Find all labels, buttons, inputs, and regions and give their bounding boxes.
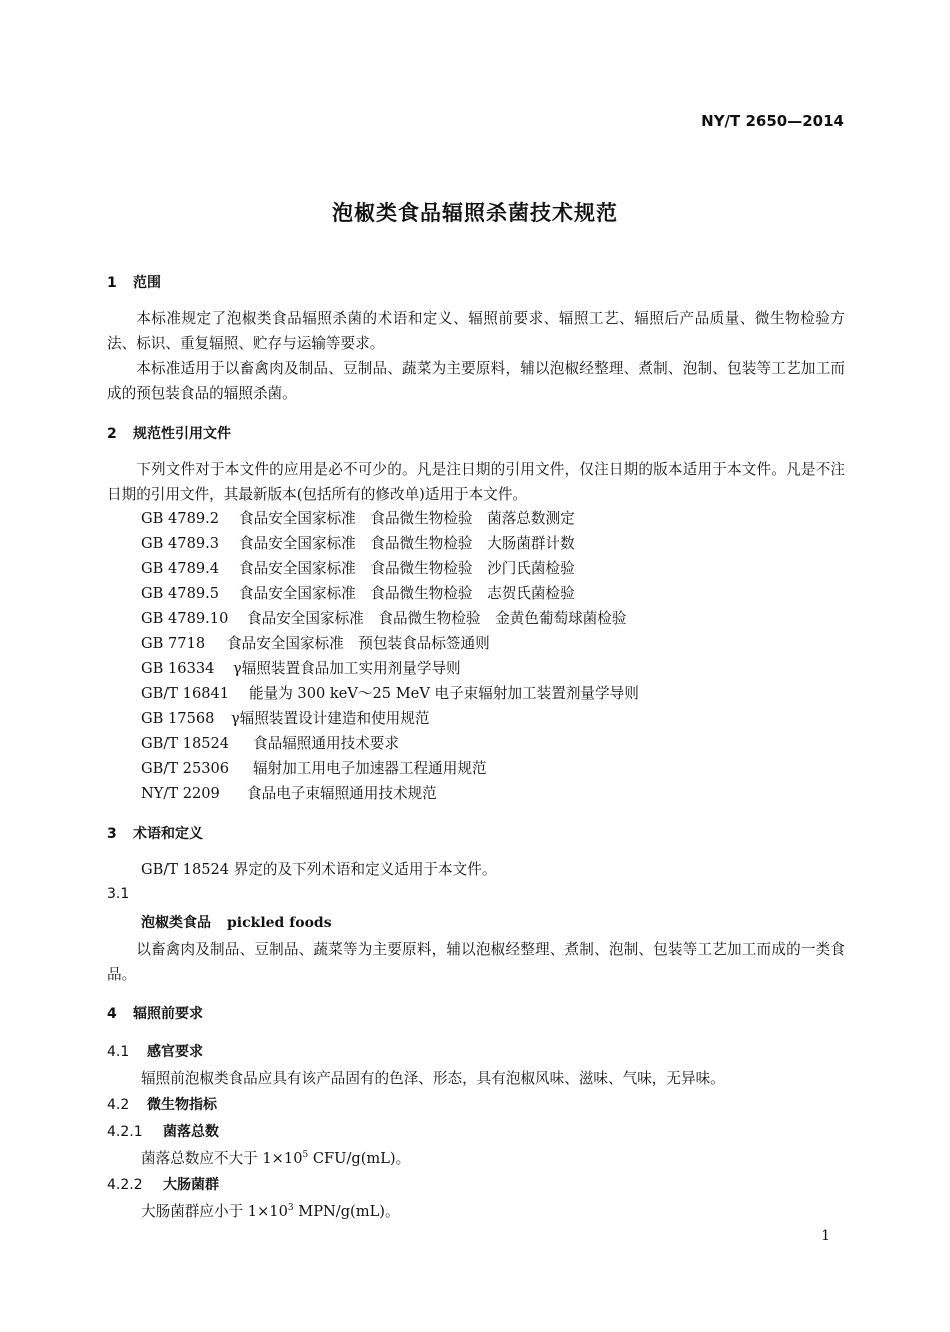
subsection-4-2-heading (107, 1094, 217, 1114)
section-4-heading (107, 1003, 203, 1023)
term-chinese: 泡椒类食品 (141, 915, 211, 931)
terms-intro: GB/T 18524 界定的及下列术语和定义适用于本文件。 (141, 861, 497, 878)
section-3-heading (107, 823, 203, 843)
section-title: 术语和定义 (133, 826, 203, 842)
requirement-unit: MPN/g(mL)。 (293, 1203, 400, 1220)
page-number: 1 (821, 1228, 830, 1244)
requirement-text: 大肠菌群应小于 1×10 (141, 1203, 288, 1220)
subsection-title: 微生物指标 (147, 1097, 217, 1113)
reference-title: 辐射加工用电子加速器工程通用规范 (253, 760, 487, 777)
reference-title: γ辐照装置设计建造和使用规范 (231, 710, 430, 727)
section-title: 规范性引用文件 (133, 426, 231, 442)
requirement-text: 菌落总数应不大于 1×10 (141, 1150, 303, 1167)
sensory-requirement: 辐照前泡椒类食品应具有该产品固有的色泽、形态，具有泡椒风味、滋味、气味，无异味。 (141, 1070, 725, 1087)
section-2-heading (107, 423, 231, 443)
subsection-3-1-number: 3.1 (107, 886, 130, 902)
reference-item (141, 682, 639, 703)
reference-item (141, 607, 626, 628)
reference-code: GB 4789.3 (141, 535, 220, 552)
subsection-number: 4.2.2 (107, 1177, 143, 1193)
section-title: 辐照前要求 (133, 1006, 203, 1022)
reference-code: GB/T 18524 (141, 735, 230, 752)
reference-code: GB 4789.2 (141, 510, 220, 527)
subsection-title: 大肠菌群 (163, 1177, 219, 1193)
section-1-heading (107, 272, 161, 292)
reference-code: GB 16334 (141, 660, 215, 677)
reference-code: NY/T 2209 (141, 785, 220, 802)
section-title: 范围 (133, 275, 161, 291)
reference-code: GB 7718 (141, 635, 206, 652)
reference-code: GB 17568 (141, 710, 215, 727)
subsection-title: 菌落总数 (163, 1124, 219, 1140)
reference-item (141, 707, 429, 728)
reference-item (141, 557, 575, 578)
reference-item (141, 507, 575, 528)
term-english: pickled foods (227, 915, 332, 931)
reference-title: 食品电子束辐照通用技术规范 (247, 785, 437, 802)
reference-code: GB/T 16841 (141, 685, 230, 702)
page-title: 泡椒类食品辐照杀菌技术规范 (332, 201, 618, 225)
reference-item (141, 657, 461, 678)
reference-item (141, 782, 437, 803)
reference-item (141, 632, 490, 653)
reference-title: 食品安全国家标准 食品微生物检验 沙门氏菌检验 (239, 560, 575, 577)
scope-paragraph-2: 本标准适用于以畜禽肉及制品、豆制品、蔬菜为主要原料，辅以泡椒经整理、煮制、泡制、包装等工艺加工而成的预包装食品的辐照杀菌。 (107, 360, 845, 402)
exponent: 5 (302, 1150, 309, 1161)
reference-item (141, 532, 575, 553)
reference-code: GB 4789.4 (141, 560, 220, 577)
exponent: 3 (287, 1203, 294, 1214)
reference-code: GB 4789.10 (141, 610, 229, 627)
term-heading (141, 912, 332, 932)
reference-title: 食品安全国家标准 预包装食品标签通则 (227, 635, 490, 652)
reference-code: GB/T 25306 (141, 760, 230, 777)
subsection-4-1-heading (107, 1041, 203, 1061)
scope-paragraph-1: 本标准规定了泡椒类食品辐照杀菌的术语和定义、辐照前要求、辐照工艺、辐照后产品质量、微生物检验方法、标识、重复辐照、贮存与运输等要求。 (107, 310, 845, 352)
references-intro: 下列文件对于本文件的应用是必不可少的。凡是注日期的引用文件，仅注日期的版本适用于本文件。凡是不注日期的引用文件，其最新版本(包括所有的修改单)适用于本文件。 (107, 461, 845, 503)
reference-title: 食品安全国家标准 食品微生物检验 大肠菌群计数 (239, 535, 575, 552)
subsection-4-2-2-heading (107, 1174, 219, 1194)
subsection-4-2-1-heading (107, 1121, 219, 1141)
coliform-requirement (141, 1200, 400, 1221)
reference-title: 能量为 300 keV～25 MeV 电子束辐射加工装置剂量学导则 (249, 685, 639, 702)
reference-title: 食品安全国家标准 食品微生物检验 志贺氏菌检验 (239, 585, 575, 602)
reference-title: γ辐照装置食品加工实用剂量学导则 (233, 660, 461, 677)
subsection-title: 感官要求 (147, 1044, 203, 1060)
reference-title: 食品安全国家标准 食品微生物检验 菌落总数测定 (239, 510, 575, 527)
reference-item (141, 757, 487, 778)
subsection-number: 4.2 (107, 1097, 130, 1113)
reference-title: 食品辐照通用技术要求 (253, 735, 399, 752)
section-number: 2 (107, 426, 117, 442)
document-number: NY/T 2650—2014 (701, 112, 844, 130)
subsection-number: 4.1 (107, 1044, 130, 1060)
reference-code: GB 4789.5 (141, 585, 220, 602)
requirement-unit: CFU/g(mL)。 (308, 1150, 411, 1167)
reference-item (141, 582, 575, 603)
section-number: 1 (107, 275, 117, 291)
total-colony-requirement (141, 1147, 410, 1168)
term-definition: 以畜禽肉及制品、豆制品、蔬菜等为主要原料，辅以泡椒经整理、煮制、泡制、包装等工艺加工而成的一类食品。 (107, 941, 845, 983)
subsection-number: 4.2.1 (107, 1124, 143, 1140)
reference-item (141, 732, 399, 753)
section-number: 3 (107, 826, 117, 842)
reference-title: 食品安全国家标准 食品微生物检验 金黄色葡萄球菌检验 (247, 610, 627, 627)
section-number: 4 (107, 1006, 117, 1022)
